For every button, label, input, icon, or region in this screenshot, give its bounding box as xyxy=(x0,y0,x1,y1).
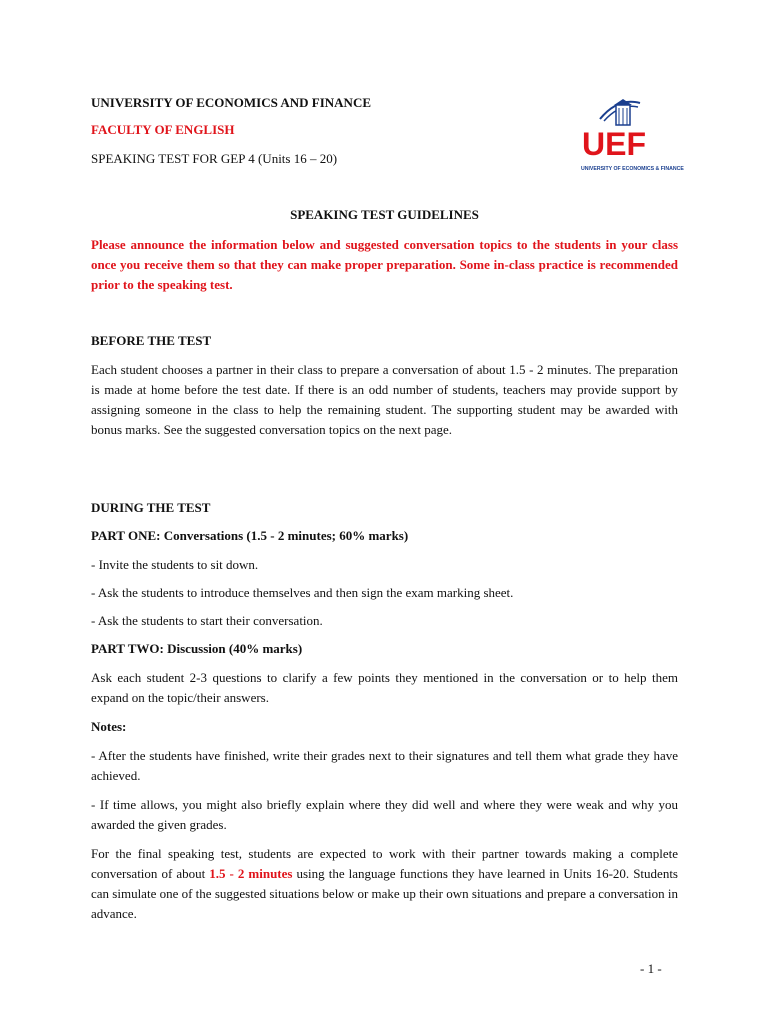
test-title: SPEAKING TEST FOR GEP 4 (Units 16 – 20) xyxy=(91,151,338,166)
final-duration-highlight: 1.5 - 2 minutes xyxy=(209,866,293,881)
before-heading: BEFORE THE TEST xyxy=(91,333,212,348)
part-one-heading xyxy=(91,526,678,546)
part-one-label: PART ONE: xyxy=(91,528,161,543)
announcement: Please announce the information below and suggested conversation topics to the students in your class once you receive them so that they can make proper preparation. Some in-class practice is recommended prior to the speaking test. xyxy=(91,237,678,292)
before-body: Each student chooses a partner in their class to prepare a conversation of about 1.5 - 2 minutes. The preparation is made at home before the test date. If there is an odd number of students, teachers may provide support by assigning someone in the class to help the remaining student. The supporting student may be awarded with bonus marks. See the suggested conversation topics on the next page. xyxy=(91,362,678,437)
logo-acronym: UEF xyxy=(582,126,646,162)
uef-logo xyxy=(578,95,690,173)
part-one-step: - Invite the students to sit down. xyxy=(91,557,259,572)
notes-heading: Notes: xyxy=(91,719,127,734)
part-two-heading xyxy=(91,639,678,659)
part-two-title: Discussion (40% marks) xyxy=(163,641,303,656)
logo-tagline: UNIVERSITY OF ECONOMICS & FINANCE xyxy=(581,166,684,172)
page-number: - 1 - xyxy=(640,961,662,976)
part-two-body: Ask each student 2-3 questions to clarify a few points they mentioned in the conversation or to help them expand on the topic/their answers. xyxy=(91,670,678,705)
note-item: - If time allows, you might also briefly explain where they did well and where they were weak and why you awarded the given grades. xyxy=(91,797,678,832)
final-text-after: using the language functions they have learned in Units 16-20. Students can simulate one of the suggested situations below or make up their own situations and prepare a conversation in advance. xyxy=(91,866,679,921)
note-item: - After the students have finished, write their grades next to their signatures and tell them what grade they have achieved. xyxy=(91,748,678,783)
faculty-name: FACULTY OF ENGLISH xyxy=(91,122,235,137)
university-name: UNIVERSITY OF ECONOMICS AND FINANCE xyxy=(91,95,372,110)
during-heading: DURING THE TEST xyxy=(91,500,211,515)
final-text-before: For the final speaking test, students are expected to work with their partner towards making a complete conversation of about xyxy=(91,846,678,881)
part-one-step: - Ask the students to introduce themselves and then sign the exam marking sheet. xyxy=(91,585,514,600)
part-two-label: PART TWO: xyxy=(91,641,164,656)
uef-logo-graphic xyxy=(578,95,690,173)
part-one-step: - Ask the students to start their conversation. xyxy=(91,613,323,628)
guidelines-title: SPEAKING TEST GUIDELINES xyxy=(290,207,479,222)
final-paragraph xyxy=(91,844,678,924)
part-one-title: Conversations (1.5 - 2 minutes; 60% marks) xyxy=(160,528,409,543)
